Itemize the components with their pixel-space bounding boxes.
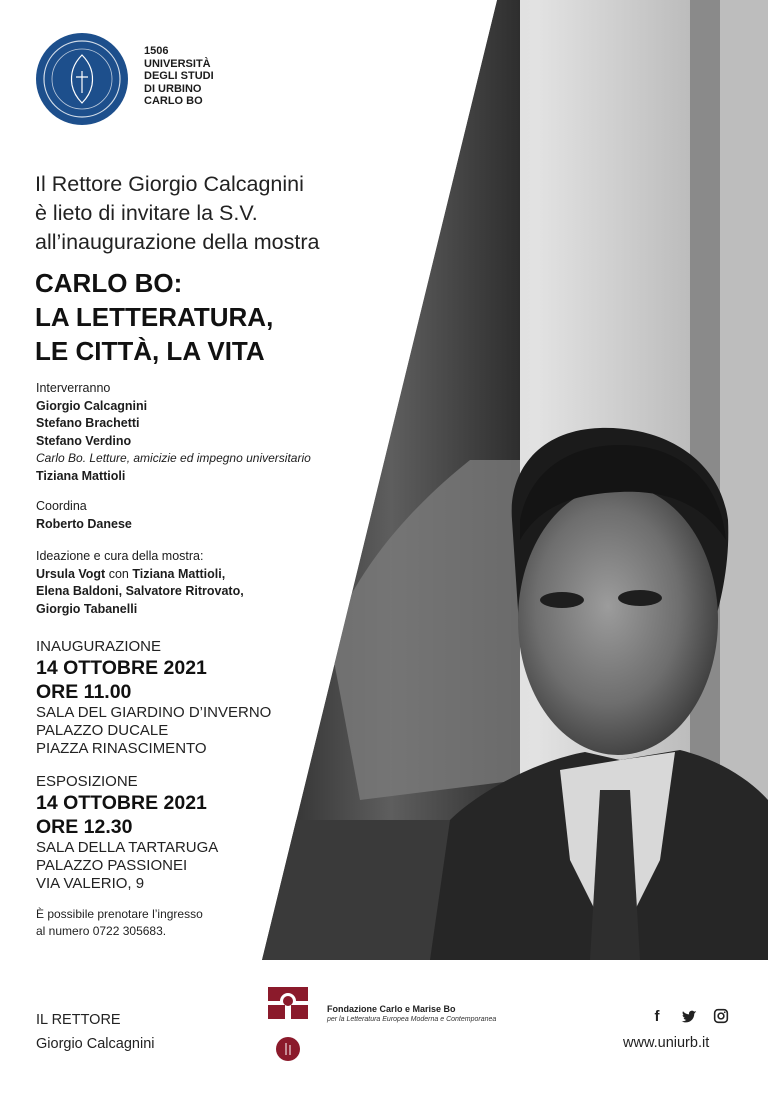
exhibition-place: VIA VALERIO, 9 xyxy=(36,875,145,892)
speaker-name: Tiziana Mattioli xyxy=(36,468,126,483)
university-seal xyxy=(36,33,128,125)
exhibition-time: ORE 12.30 xyxy=(36,816,133,838)
exhibition-title xyxy=(35,266,273,368)
title-line: LE CITTÀ, LA VITA xyxy=(35,336,265,366)
coordinator-name: Roberto Danese xyxy=(36,516,132,531)
speakers-label: Interverranno xyxy=(36,381,111,395)
curator-name: Tiziana Mattioli, xyxy=(132,566,226,581)
booking-note-line: al numero 0722 305683. xyxy=(36,924,167,938)
inauguration-section xyxy=(36,638,271,758)
university-name-line: UNIVERSITÀ xyxy=(144,57,211,70)
university-name-line: DEGLI STUDI xyxy=(144,70,214,82)
invitation-line: all’inaugurazione della mostra xyxy=(35,230,320,254)
exhibition-place: PALAZZO PASSIONEI xyxy=(36,857,188,874)
exhibition-date: 14 OTTOBRE 2021 xyxy=(36,792,207,814)
inauguration-time: ORE 11.00 xyxy=(36,681,132,703)
social-links xyxy=(648,1008,730,1026)
exhibition-section xyxy=(36,773,218,893)
inauguration-date: 14 OTTOBRE 2021 xyxy=(36,657,207,679)
inauguration-place: PIAZZA RINASCIMENTO xyxy=(36,740,207,757)
inauguration-place: PALAZZO DUCALE xyxy=(36,722,169,739)
booking-note xyxy=(36,906,203,940)
website-link[interactable]: www.uniurb.it xyxy=(623,1035,710,1051)
curator-names: Giorgio Tabanelli xyxy=(36,601,138,616)
invitation-line: Il Rettore Giorgio Calcagnini xyxy=(35,172,304,196)
rector-name: Giorgio Calcagnini xyxy=(36,1036,155,1052)
speaker-name: Giorgio Calcagnini xyxy=(36,398,148,413)
curator-name: Ursula Vogt xyxy=(36,566,106,581)
title-line: CARLO BO: xyxy=(35,268,183,298)
university-name xyxy=(144,45,214,108)
seal-emblem-icon xyxy=(36,33,128,125)
facebook-icon[interactable]: f xyxy=(654,1008,660,1025)
coordination-section xyxy=(36,498,132,533)
foundation-logo-icon xyxy=(266,985,310,1063)
talk-title: Carlo Bo. Letture, amicizie ed impegno universitario xyxy=(36,451,311,465)
curation-section xyxy=(36,548,244,618)
instagram-icon[interactable] xyxy=(712,1008,730,1026)
speaker-name: Stefano Verdino xyxy=(36,433,132,448)
invitation-text xyxy=(35,170,319,257)
title-line: LA LETTERATURA, xyxy=(35,302,274,332)
foundation-name: Fondazione Carlo e Marise Bo xyxy=(327,1004,456,1014)
twitter-icon[interactable] xyxy=(680,1008,698,1026)
speakers-section xyxy=(36,380,311,485)
curator-names: Elena Baldoni, Salvatore Ritrovato, xyxy=(36,584,244,598)
booking-note-line: È possibile prenotare l’ingresso xyxy=(36,907,203,921)
foundation-subtitle: per la Letteratura Europea Moderna e Contemporanea xyxy=(327,1016,497,1023)
coordination-label: Coordina xyxy=(36,499,87,513)
curation-with: con xyxy=(108,566,129,581)
curation-label: Ideazione e cura della mostra: xyxy=(36,549,204,563)
exhibition-place: SALA DELLA TARTARUGA xyxy=(36,839,219,856)
speaker-name: Stefano Brachetti xyxy=(36,416,140,430)
university-year: 1506 xyxy=(144,45,169,57)
university-name-line: CARLO BO xyxy=(144,95,203,107)
inauguration-label: INAUGURAZIONE xyxy=(36,638,162,655)
rector-label: IL RETTORE xyxy=(36,1012,121,1028)
inauguration-place: SALA DEL GIARDINO D’INVERNO xyxy=(36,704,272,721)
invitation-line: è lieto di invitare la S.V. xyxy=(35,201,258,225)
exhibition-label: ESPOSIZIONE xyxy=(36,773,138,790)
university-name-line: DI URBINO xyxy=(144,82,202,95)
